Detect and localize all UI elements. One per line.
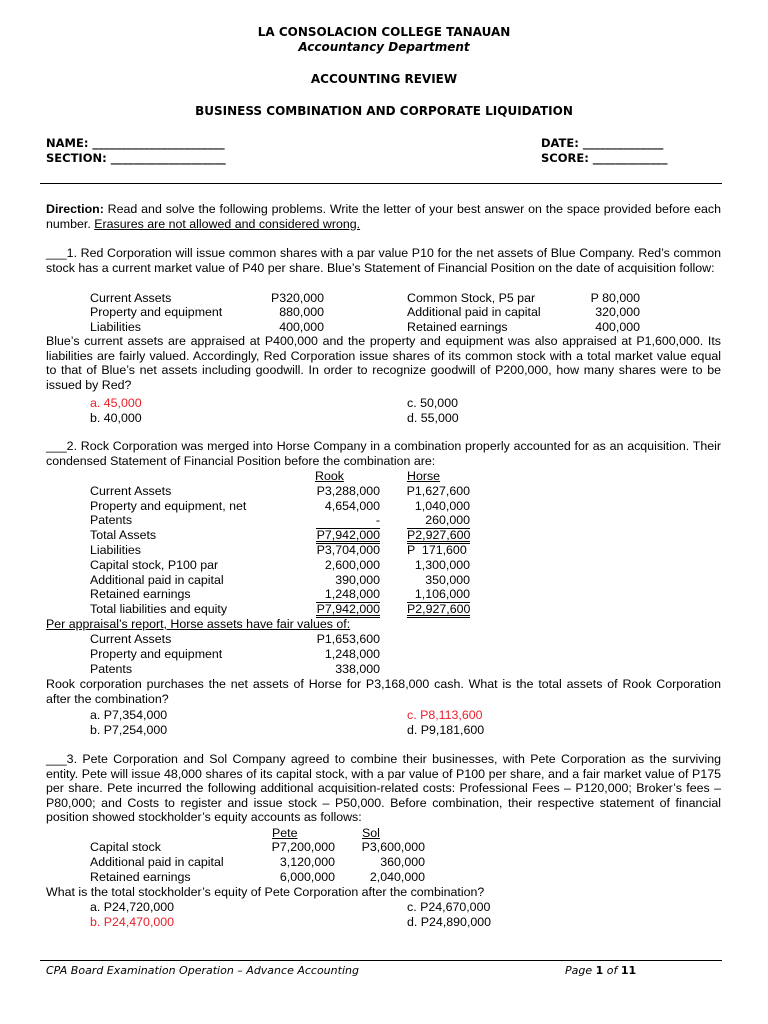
q3-sol-value: P3,600,000 bbox=[361, 840, 425, 854]
q2-fv-value: 1,248,000 bbox=[324, 647, 380, 661]
header-divider bbox=[40, 183, 722, 184]
q3-choice-a: a. P24,720,000 bbox=[90, 900, 175, 914]
q3-sol-value: 2,040,000 bbox=[369, 870, 425, 884]
q1-choice-b: b. 40,000 bbox=[90, 411, 142, 425]
q3-row-label: Capital stock bbox=[90, 840, 161, 854]
q2-row-label: Capital stock, P100 par bbox=[90, 558, 219, 572]
q1-row-value: 320,000 bbox=[595, 305, 640, 319]
q3-choice-d: d. P24,890,000 bbox=[407, 915, 492, 929]
q1-row-value: 400,000 bbox=[279, 320, 324, 334]
q2-rook-total: P7,942,000 bbox=[316, 528, 380, 542]
page-number: Page 1 of 11 bbox=[565, 964, 637, 977]
q2-horse-total: P2,927,600 bbox=[407, 602, 471, 616]
q2-row-label: Liabilities bbox=[90, 543, 141, 557]
name-field[interactable]: NAME: _______________________ bbox=[46, 136, 225, 150]
q2-rook-total: P7,942,000 bbox=[316, 602, 380, 616]
q2-choice-c-correct: c. P8,113,600 bbox=[407, 708, 483, 722]
q2-rook-value: P3,704,000 bbox=[316, 543, 380, 557]
direction-warning: Erasures are not allowed and considered wrong. bbox=[94, 216, 361, 231]
q2-body: Rook corporation purchases the net assets of Horse for P3,168,000 cash. What is the total assets of Rook Corporation after the combination? bbox=[46, 677, 721, 706]
direction-label: Direction: bbox=[46, 202, 104, 216]
q3-pete-value: 3,120,000 bbox=[279, 855, 335, 869]
footer-course: CPA Board Examination Operation – Advance Accounting bbox=[46, 964, 359, 977]
q2-fv-label: Current Assets bbox=[90, 632, 172, 646]
q1-row-value: 880,000 bbox=[279, 305, 324, 319]
footer-divider bbox=[40, 960, 722, 961]
q2-fv-label: Property and equipment bbox=[90, 647, 223, 661]
q2-fv-value: 338,000 bbox=[335, 662, 380, 676]
q3-question: What is the total stockholder’s equity of Pete Corporation after the combination? bbox=[46, 885, 485, 899]
q2-row-label: Total liabilities and equity bbox=[90, 602, 228, 616]
q1-choice-c: c. 50,000 bbox=[407, 396, 458, 410]
q1-intro: ___1. Red Corporation will issue common shares with a par value P10 for the net assets of Blue Company. Red’s common stock has a current market value of P40 per share. Blue’s Statement of Financial Position on the date of acquisition follow: bbox=[46, 246, 721, 275]
q2-horse-total: P2,927,600 bbox=[407, 528, 471, 542]
q2-rook-value: 4,654,000 bbox=[324, 499, 380, 513]
q2-fair-value-title: Per appraisal’s report, Horse assets have fair values of: bbox=[46, 617, 351, 631]
q2-horse-value: P1,627,600 bbox=[406, 484, 470, 498]
department-name: Accountancy Department bbox=[298, 40, 470, 54]
q1-row-label: Additional paid in capital bbox=[407, 305, 541, 319]
q2-row-label: Retained earnings bbox=[90, 587, 191, 601]
q3-choice-c: c. P24,670,000 bbox=[407, 900, 491, 914]
q2-horse-value: P 171,600 bbox=[407, 543, 467, 557]
q1-row-label: Current Assets bbox=[90, 291, 172, 305]
q3-row-label: Additional paid in capital bbox=[90, 855, 224, 869]
q2-rook-value: P3,288,000 bbox=[316, 484, 380, 498]
q3-sol-value: 360,000 bbox=[380, 855, 425, 869]
q2-horse-value: 1,300,000 bbox=[414, 558, 470, 572]
document-subtitle: BUSINESS COMBINATION AND CORPORATE LIQUIDATION bbox=[195, 104, 573, 118]
q2-row-label: Additional paid in capital bbox=[90, 573, 224, 587]
q2-horse-value: 1,106,000 bbox=[407, 587, 470, 603]
date-field[interactable]: DATE: ______________ bbox=[541, 136, 664, 150]
q1-row-value: P320,000 bbox=[270, 291, 324, 305]
q2-choice-a: a. P7,354,000 bbox=[90, 708, 168, 722]
q2-row-label: Current Assets bbox=[90, 484, 172, 498]
q2-row-label: Total Assets bbox=[90, 528, 157, 542]
document-title: ACCOUNTING REVIEW bbox=[310, 72, 458, 86]
q2-row-label: Patents bbox=[90, 513, 133, 527]
q3-pete-value: P7,200,000 bbox=[271, 840, 335, 854]
q1-choice-d: d. 55,000 bbox=[407, 411, 459, 425]
q3-pete-value: 6,000,000 bbox=[279, 870, 335, 884]
q3-row-label: Retained earnings bbox=[90, 870, 191, 884]
q2-choice-b: b. P7,254,000 bbox=[90, 723, 168, 737]
q2-horse-value: 350,000 bbox=[425, 573, 470, 587]
q2-intro: ___2. Rock Corporation was merged into Horse Company in a combination properly accounted for as an acquisition. Their condensed Statement of Financial Position before the combination are: bbox=[46, 439, 721, 468]
q1-choice-a-correct: a. 45,000 bbox=[90, 396, 142, 410]
q1-row-label: Common Stock, P5 par bbox=[407, 291, 536, 305]
q3-col-pete: Pete bbox=[272, 826, 298, 840]
q2-horse-value: 1,040,000 bbox=[414, 499, 470, 513]
q3-col-sol: Sol bbox=[362, 826, 380, 840]
q2-rook-value: 2,600,000 bbox=[324, 558, 380, 572]
q1-body: Blue’s current assets are appraised at P400,000 and the property and equipment was also appraised at P1,600,000. Its liabilities are fairly valued. Accordingly, Red Corporation issue shares of its common stock with a total market value equal to that of Blue’s net assets including goodwill. In order to recognize goodwill of P200,000, how many shares were to be issued by Red? bbox=[46, 334, 721, 392]
q2-rook-value: - bbox=[316, 513, 380, 529]
q2-horse-value: 260,000 bbox=[407, 513, 470, 529]
q2-choice-d: d. P9,181,600 bbox=[407, 723, 485, 737]
q2-col-horse: Horse bbox=[407, 469, 441, 483]
q2-fv-value: P1,653,600 bbox=[316, 632, 380, 646]
q2-rook-value: 390,000 bbox=[335, 573, 380, 587]
q3-choice-b-correct: b. P24,470,000 bbox=[90, 915, 175, 929]
q1-row-label: Property and equipment bbox=[90, 305, 223, 319]
q1-row-value: P 80,000 bbox=[590, 291, 640, 305]
q2-fv-label: Patents bbox=[90, 662, 133, 676]
school-name: LA CONSOLACION COLLEGE TANAUAN bbox=[257, 25, 511, 39]
q2-rook-value: 1,248,000 bbox=[316, 587, 380, 603]
direction-paragraph: Direction: Read and solve the following problems. Write the letter of your best answer on the space provided before each number. Erasures are not allowed and considered wrong. bbox=[46, 202, 721, 231]
q3-intro: ___3. Pete Corporation and Sol Company agreed to combine their businesses, with Pete Corporation as the surviving entity. Pete will issue 48,000 shares of its capital stock, with a par value of P100 per share, and a fair market value of P175 per share. Pete incurred the following additional acquisition-related costs: Professional Fees – P120,000; Broker’s fees – P80,000; and Costs to register and issue stock – P50,000. Before combination, their respective statement of financial position showed stockholder’s equity accounts as follows: bbox=[46, 752, 721, 825]
q1-row-label: Retained earnings bbox=[407, 320, 508, 334]
score-field[interactable]: SCORE: _____________ bbox=[541, 151, 668, 165]
section-field[interactable]: SECTION: ____________________ bbox=[46, 151, 226, 165]
q2-col-rook: Rook bbox=[315, 469, 344, 483]
q1-row-label: Liabilities bbox=[90, 320, 141, 334]
q2-row-label: Property and equipment, net bbox=[90, 499, 247, 513]
q1-row-value: 400,000 bbox=[595, 320, 640, 334]
